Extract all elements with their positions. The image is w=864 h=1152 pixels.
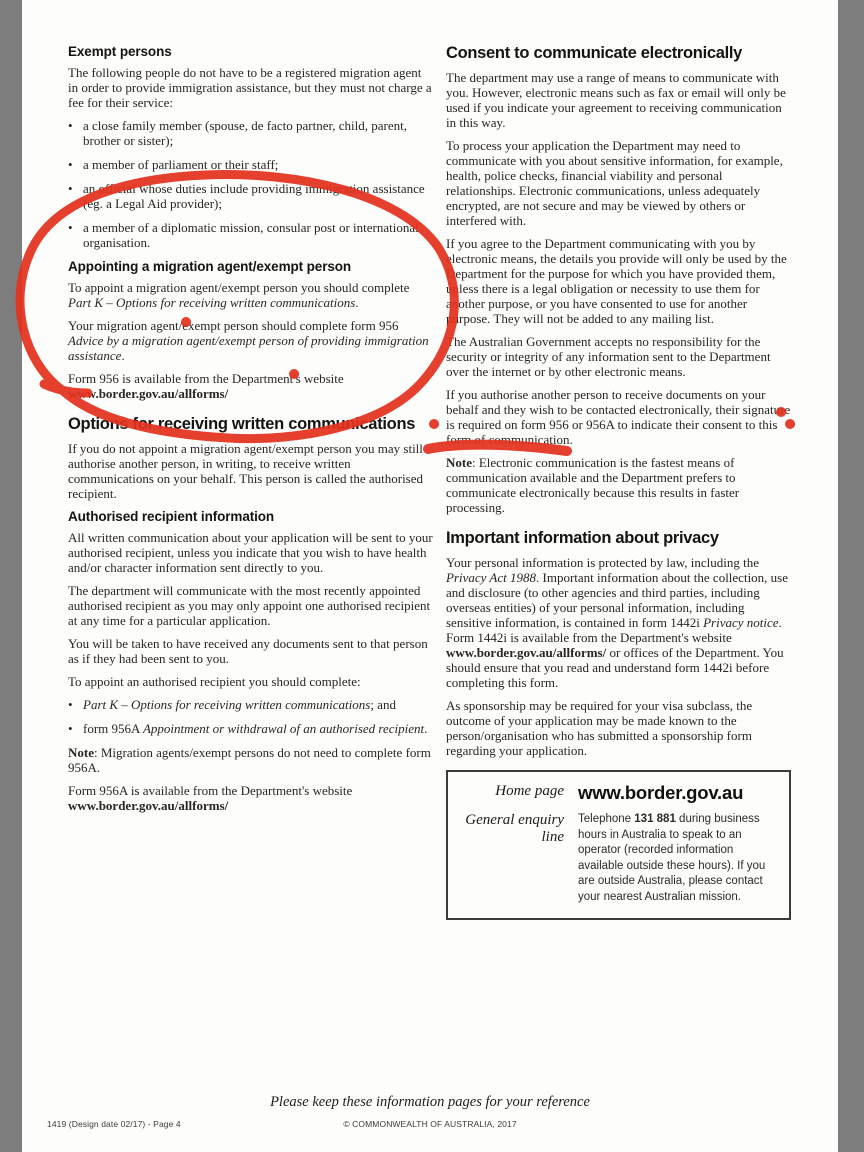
list-item [68, 157, 434, 172]
heading-appointing-agent: Appointing a migration agent/exempt person [68, 259, 352, 274]
scan-margin-left [0, 0, 22, 1152]
bullet-text: a close family member (spouse, de facto partner, child, parent, brother or sister); [83, 118, 407, 148]
paragraph-consent-5: If you authorise another person to receive documents on your behalf and they wish to be contacted electronically, their signature is required on form 956 or 956A to indicate their consent to this form of communication. [446, 387, 791, 447]
bullet-marker: • [68, 181, 73, 196]
list-item [68, 721, 434, 736]
paragraph-appointing-3: Form 956 is available from the Department's website www.border.gov.au/allforms/ [68, 371, 344, 401]
list-item [68, 181, 434, 211]
contact-info-box [446, 770, 791, 920]
paragraph-privacy-1: Your personal information is protected by law, including the Privacy Act 1988. Important information about the collection, use and disclosure (to other agencies and third parties, including overseas entities) of your personal information, including sensitive information, is contained in form 1442i Privacy notice. Form 1442i is available from the Department's website www.border.gov.au/allforms/ or offices of the Department. You should ensure that you read and understand form 1442i before completing this form. [446, 555, 789, 690]
paragraph-options-1: If you do not appoint a migration agent/exempt person you may still authorise another person, in writing, to receive written communications on your behalf. This person is called the authorised recipient. [68, 441, 424, 501]
scan-margin-right [838, 0, 864, 1152]
heading-consent-electronic: Consent to communicate electronically [446, 44, 743, 62]
paragraph-authorised-1: All written communication about your application will be sent to your authorised recipient, unless you indicate that you wish to have health and/or character information sent directly to you. [68, 530, 433, 575]
paragraph-consent-note: Note: Electronic communication is the fastest means of communication available and the Department prefers to communicate electronically because this results in faster processing. [446, 455, 740, 515]
paragraph-consent-3: If you agree to the Department communicating with you by electronic means, the details you provide will only be used by the Department for the purpose for which you have provided them, unless there is a legal obligation or necessity to use them for another purpose, or you have consented to use for another purpose. They will not be added to any mailing list. [446, 236, 787, 326]
home-page-label: Home page [495, 783, 564, 799]
form-number-page: 1419 (Design date 02/17) - Page 4 [47, 1119, 181, 1129]
left-column [68, 44, 434, 821]
paragraph-privacy-2: As sponsorship may be required for your visa subclass, the outcome of your application may be made known to the person/organisation who has submitted a sponsorship form regarding your application. [446, 698, 753, 758]
bullet-text: Part K – Options for receiving written communications; and [83, 697, 396, 712]
right-column [446, 44, 792, 920]
bullet-marker: • [68, 118, 73, 133]
paragraph-consent-4: The Australian Government accepts no responsibility for the security or integrity of any information sent to the Department over the internet or by other electronic means. [446, 334, 771, 379]
paragraph-exempt-intro: The following people do not have to be a registered migration agent in order to provide immigration assistance, but they must not charge a fee for their service: [68, 65, 432, 110]
paragraph-note-956a: Note: Migration agents/exempt persons do not need to complete form 956A. [68, 745, 431, 775]
bullet-text: a member of parliament or their staff; [83, 157, 279, 172]
list-item [68, 220, 434, 250]
list-item [68, 697, 434, 712]
heading-authorised-recipient: Authorised recipient information [68, 509, 275, 524]
bullet-marker: • [68, 220, 73, 235]
general-enquiry-label: General enquiry line [465, 812, 564, 845]
paragraph-consent-1: The department may use a range of means to communicate with you. However, electronic means such as fax or email will only be used if you indicate your agreement to receiving communication in this way. [446, 70, 786, 130]
paragraph-form-956a: Form 956A is available from the Department's website www.border.gov.au/allforms/ [68, 783, 353, 813]
paragraph-authorised-4: To appoint an authorised recipient you should complete: [68, 674, 361, 689]
reference-note: Please keep these information pages for your reference [270, 1094, 590, 1110]
paragraph-authorised-2: The department will communicate with the most recently appointed authorised recipient as you may only appoint one authorised recipient at any time for a particular application. [68, 583, 431, 628]
department-url: www.border.gov.au [578, 782, 744, 803]
enquiry-phone-text: Telephone 131 881 during business hours in Australia to speak to an operator (recorded information available outside these hours). If you are outside Australia, please contact your nearest Australian mission. [578, 813, 766, 903]
bullet-text: an official whose duties include providing immigration assistance (eg. a Legal Aid provider); [83, 181, 425, 211]
paragraph-consent-2: To process your application the Department may need to communicate with you about sensitive information, for example, health, police checks, financial viability and personal relationships. Electronic communications, unless adequately encrypted, are not secure and may be viewed by others or interfered with. [446, 138, 783, 228]
bullet-marker: • [68, 697, 73, 712]
paragraph-appointing-2: Your migration agent/exempt person should complete form 956 Advice by a migration agent/exempt person of providing immigration assistance. [68, 318, 429, 363]
heading-exempt-persons: Exempt persons [68, 44, 172, 59]
copyright-line: © COMMONWEALTH OF AUSTRALIA, 2017 [343, 1119, 517, 1129]
list-item [68, 118, 434, 148]
bullet-text: a member of a diplomatic mission, consular post or international organisation. [83, 220, 419, 250]
bullet-marker: • [68, 721, 73, 736]
heading-options-written-communications: Options for receiving written communications [68, 415, 416, 433]
bullet-marker: • [68, 157, 73, 172]
paragraph-appointing-1: To appoint a migration agent/exempt person you should complete Part K – Options for receiving written communications. [68, 280, 410, 310]
heading-privacy: Important information about privacy [446, 529, 719, 547]
bullet-text: form 956A Appointment or withdrawal of an authorised recipient. [83, 721, 428, 736]
paragraph-authorised-3: You will be taken to have received any documents sent to that person as if they had been sent to you. [68, 636, 428, 666]
document-page [22, 0, 838, 1152]
